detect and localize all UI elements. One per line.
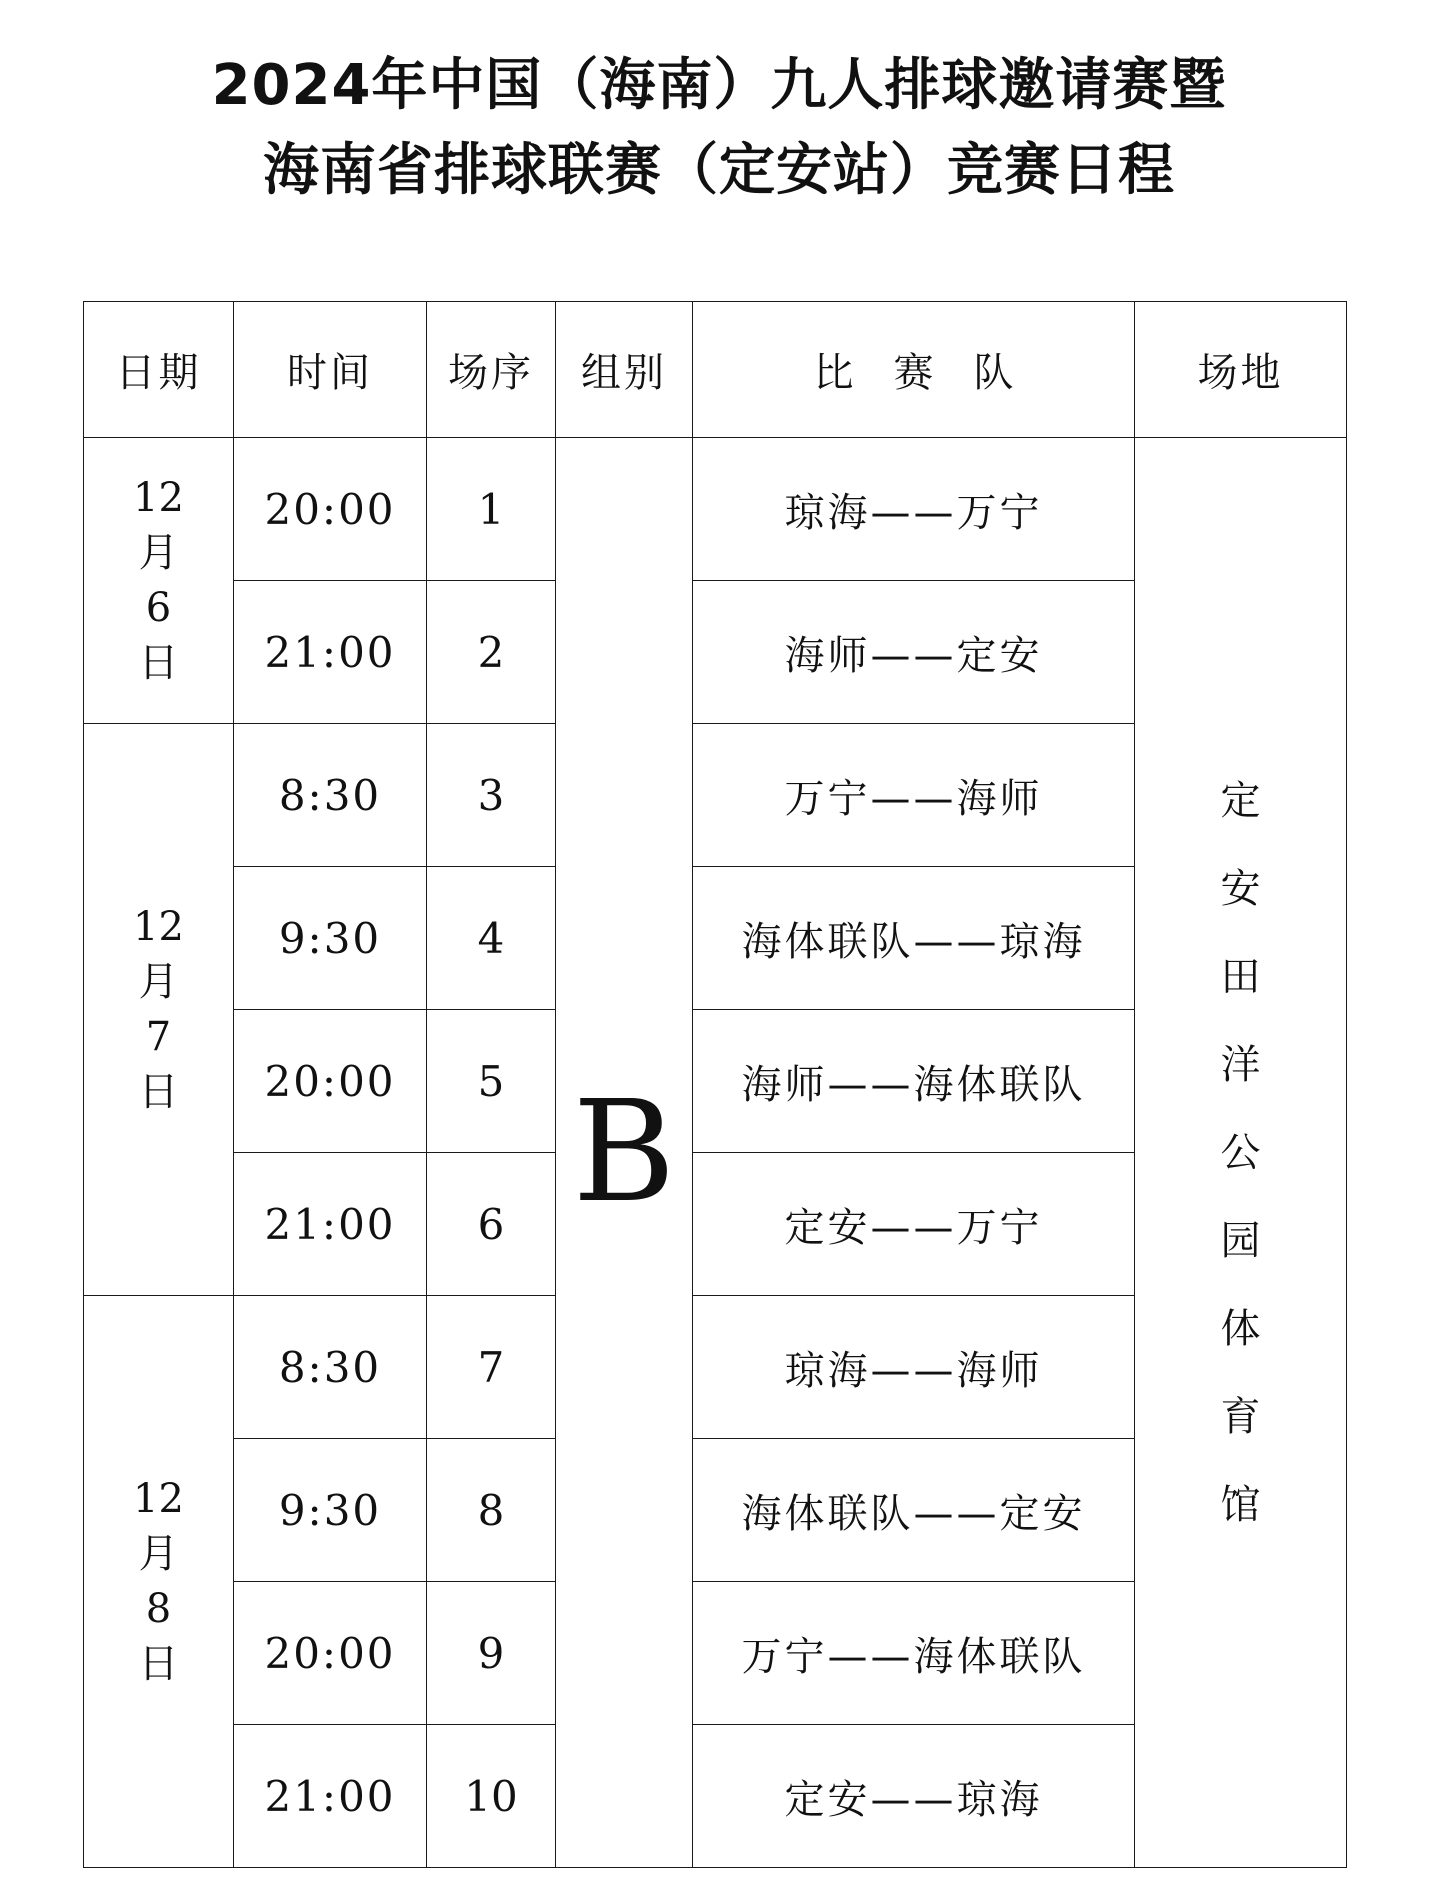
date-cell (84, 1296, 234, 1868)
match-time: 9:30 (234, 1439, 427, 1582)
match-time: 20:00 (234, 1010, 427, 1153)
date-day: 8 (145, 1585, 172, 1632)
match-teams: 琼海——万宁 (693, 438, 1135, 581)
venue-char: 育 (1220, 1393, 1261, 1440)
match-seq: 5 (427, 1010, 556, 1153)
match-teams: 海体联队——琼海 (693, 867, 1135, 1010)
match-seq: 3 (427, 724, 556, 867)
date-day-char: 日 (138, 1640, 179, 1687)
date-cell (84, 724, 234, 1296)
match-teams: 万宁——海体联队 (693, 1582, 1135, 1725)
header-date: 日期 (84, 302, 234, 438)
match-seq: 8 (427, 1439, 556, 1582)
date-day: 7 (145, 1013, 172, 1060)
match-time: 20:00 (234, 438, 427, 581)
schedule-table (83, 301, 1347, 1868)
header-teams: 比 赛 队 (693, 302, 1135, 438)
header-group: 组别 (556, 302, 693, 438)
venue-char: 定 (1220, 777, 1261, 824)
venue-char: 安 (1220, 865, 1261, 912)
match-seq: 6 (427, 1153, 556, 1296)
venue-char: 公 (1220, 1129, 1261, 1176)
match-teams: 万宁——海师 (693, 724, 1135, 867)
match-teams: 定安——琼海 (693, 1725, 1135, 1868)
match-seq: 4 (427, 867, 556, 1010)
date-month-char: 月 (138, 958, 179, 1005)
date-cell (84, 438, 234, 724)
venue-char: 田 (1220, 953, 1261, 1000)
venue-cell (1135, 438, 1347, 1868)
match-seq: 10 (427, 1725, 556, 1868)
page-title-line-2: 海南省排球联赛（定安站）竞赛日程 (263, 138, 1175, 203)
page-title-line-1: 2024年中国（海南）九人排球邀请赛暨 (211, 53, 1227, 118)
venue-char: 体 (1220, 1305, 1261, 1352)
table-row (84, 438, 1347, 581)
date-month-char: 月 (138, 529, 179, 576)
header-row (84, 302, 1347, 438)
match-seq: 2 (427, 581, 556, 724)
header-time: 时间 (234, 302, 427, 438)
venue-char: 园 (1220, 1217, 1261, 1264)
match-time: 21:00 (234, 581, 427, 724)
header-venue: 场地 (1135, 302, 1347, 438)
match-time: 21:00 (234, 1725, 427, 1868)
date-month-char: 月 (138, 1530, 179, 1577)
date-day-char: 日 (138, 639, 179, 686)
match-time: 8:30 (234, 1296, 427, 1439)
date-month: 12 (133, 903, 184, 950)
venue-char: 馆 (1220, 1481, 1261, 1528)
match-seq: 9 (427, 1582, 556, 1725)
match-teams: 海体联队——定安 (693, 1439, 1135, 1582)
match-time: 8:30 (234, 724, 427, 867)
match-teams: 海师——海体联队 (693, 1010, 1135, 1153)
match-seq: 7 (427, 1296, 556, 1439)
match-teams: 琼海——海师 (693, 1296, 1135, 1439)
match-time: 9:30 (234, 867, 427, 1010)
match-time: 21:00 (234, 1153, 427, 1296)
match-time: 20:00 (234, 1582, 427, 1725)
match-seq: 1 (427, 438, 556, 581)
group-cell: B (556, 438, 693, 1868)
venue-char: 洋 (1220, 1041, 1261, 1088)
date-day: 6 (145, 584, 172, 631)
match-teams: 定安——万宁 (693, 1153, 1135, 1296)
date-month: 12 (133, 1475, 184, 1522)
header-seq: 场序 (427, 302, 556, 438)
match-teams: 海师——定安 (693, 581, 1135, 724)
date-month: 12 (133, 474, 184, 521)
date-day-char: 日 (138, 1068, 179, 1115)
